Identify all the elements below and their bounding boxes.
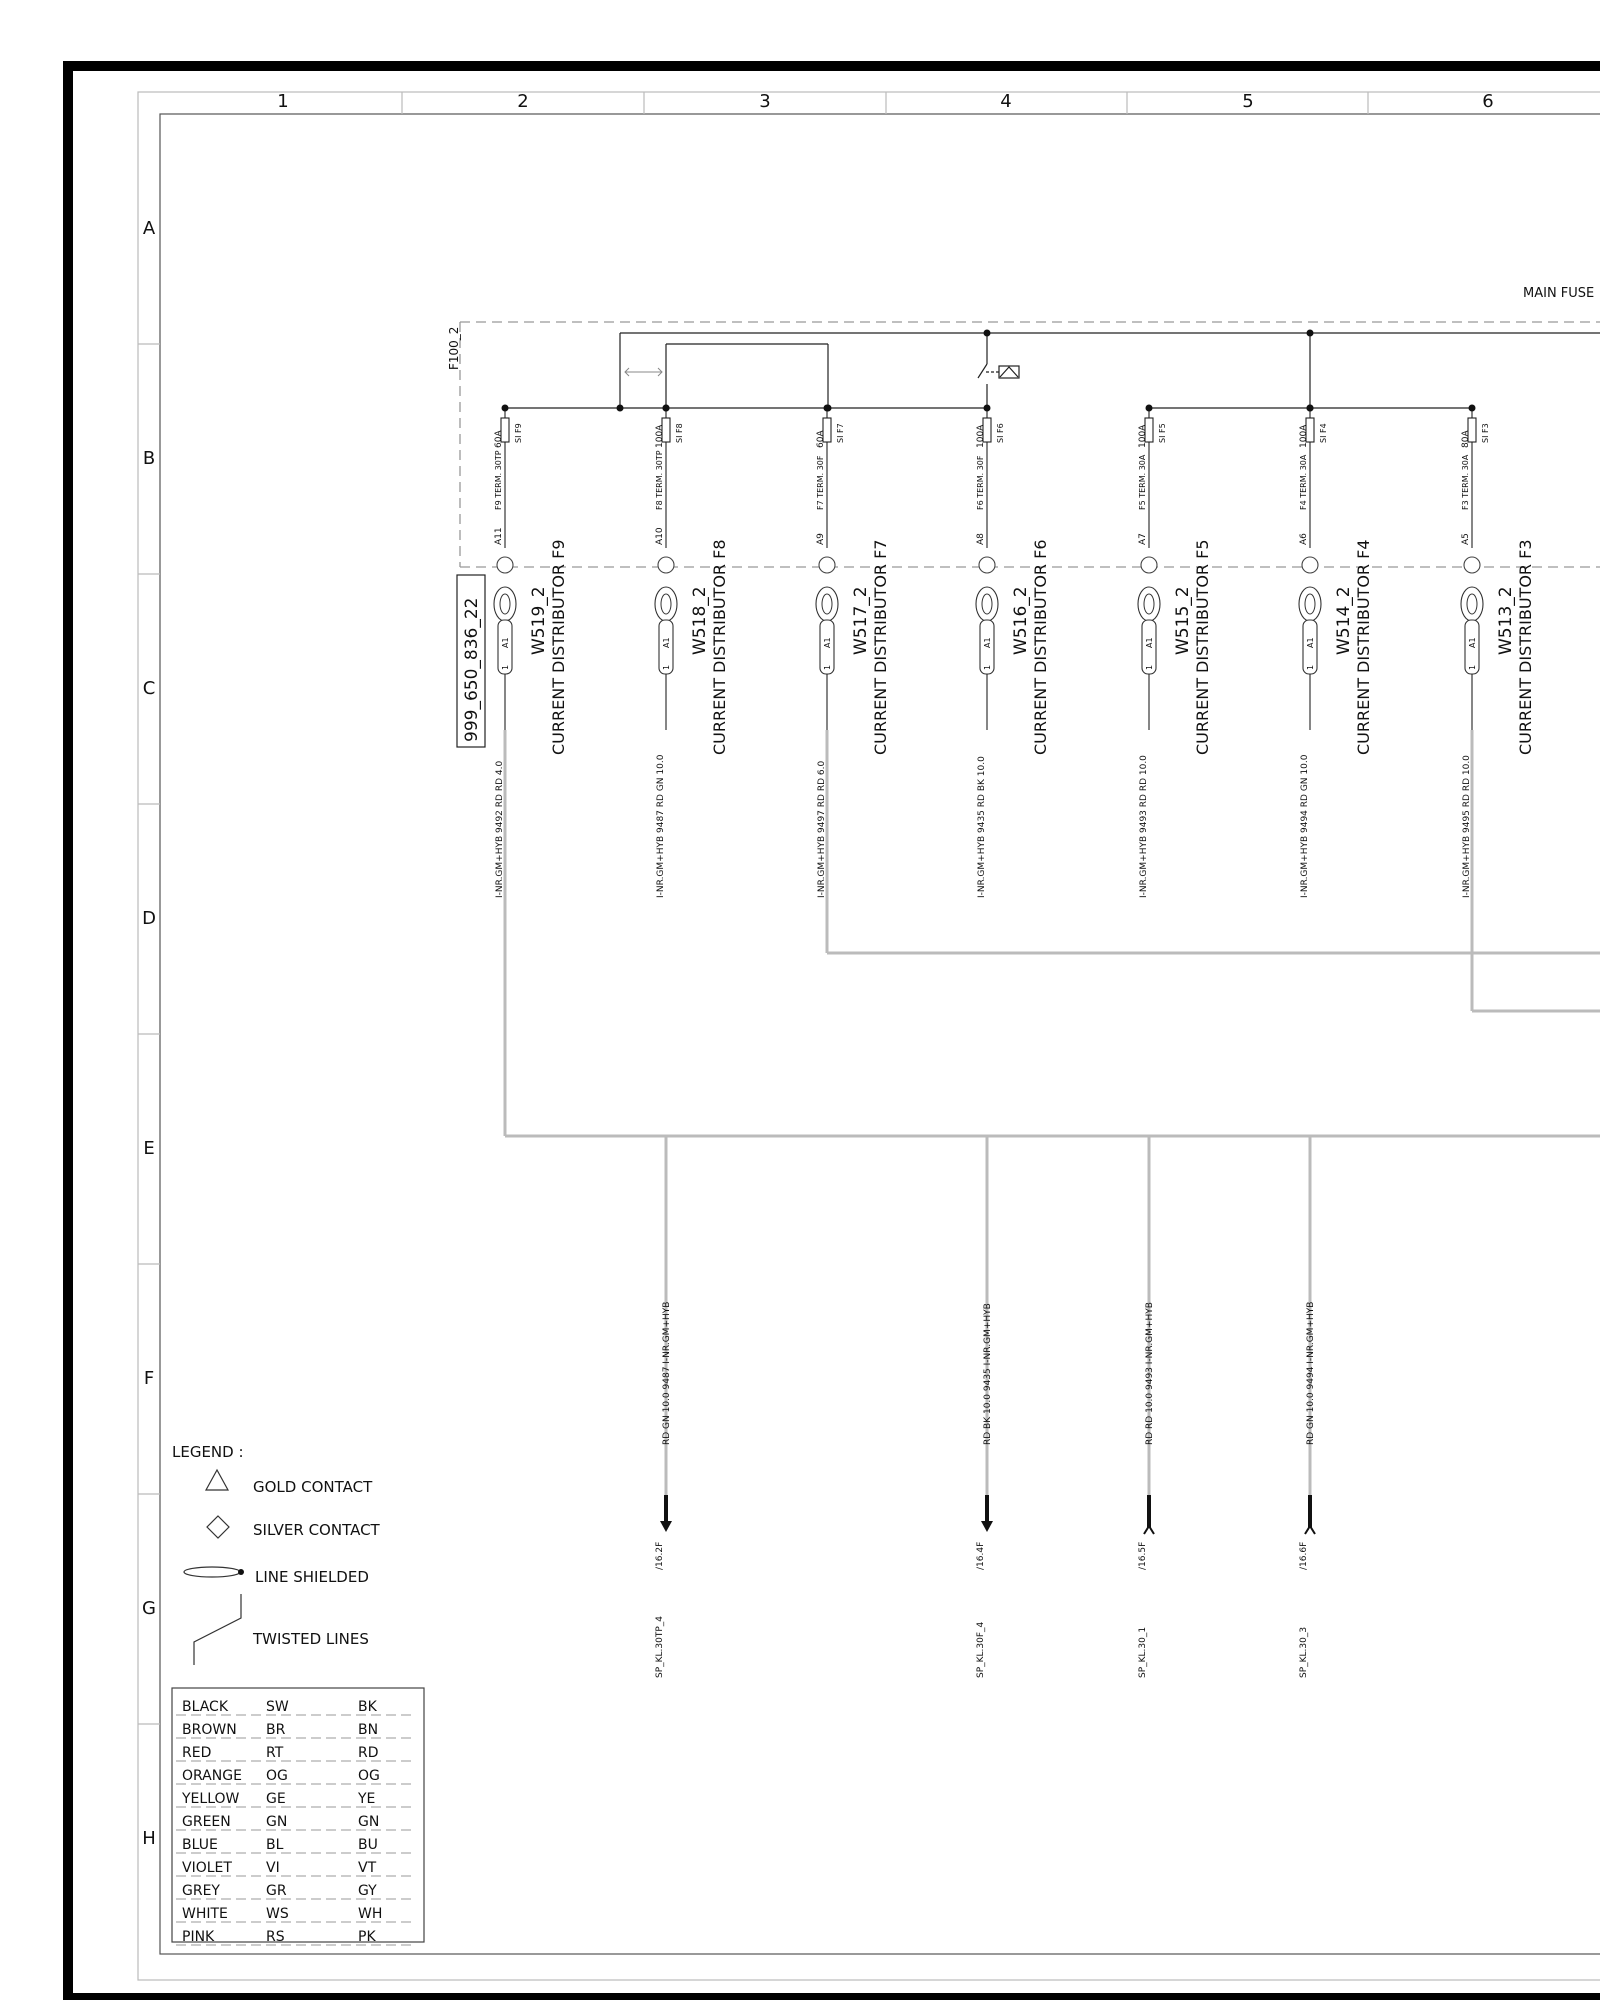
lower-wire-spec: RD RD 10.0 9493 I-NR.GM+HYB [1145,1302,1155,1445]
row-label-C: C [142,678,156,699]
color-table-cell: VT [358,1860,377,1876]
wire-spec: I-NR.GM+HYB 9497 RD RD 6.0 [817,760,827,898]
cross-reference: /16.4F [976,1541,986,1570]
distribution-wiring [505,730,1600,1136]
col-label-1: 1 [277,91,289,112]
fuse-column [1299,405,1373,899]
lower-wire-spec: RD GN 10.0 9487 I-NR.GM+HYB [662,1301,672,1445]
fuse-id: SI F5 [1158,423,1167,443]
color-table-row [176,1722,416,1738]
drawing-frame [160,114,1600,1954]
color-table-row [176,1745,416,1761]
pin-label: A10 [655,527,665,545]
column-dividers [402,92,1368,114]
lower-wire-spec: RD GN 10.0 9494 I-NR.GM+HYB [1306,1301,1316,1445]
fuse-columns [494,405,1535,899]
terminal-pin-label: 1 [662,664,671,670]
legend-twisted: TWISTED LINES [253,1630,369,1648]
terminal-pin-label: 1 [501,664,510,670]
legend-gold: GOLD CONTACT [253,1478,373,1496]
color-table-cell: BL [266,1837,284,1853]
distributor-label: CURRENT DISTRIBUTOR F4 [1354,539,1373,755]
distributor-label: CURRENT DISTRIBUTOR F5 [1193,539,1212,755]
cross-reference: /16.2F [655,1541,665,1570]
color-table-cell: YE [358,1791,376,1807]
terminal-label: F3 TERM. 30A [1461,454,1470,510]
fuse-id: SI F6 [996,423,1005,443]
terminal-pin-label: 1 [983,664,992,670]
col-label-6: 6 [1482,91,1494,112]
terminal-label: F9 TERM. 30TP [494,450,503,510]
color-table-row [176,1906,416,1922]
ring-terminal [1138,587,1160,621]
gold-contact-icon [206,1470,228,1490]
row-label-G: G [142,1598,156,1619]
ring-terminal [816,587,838,621]
legend-shielded: LINE SHIELDED [255,1568,369,1586]
fuse-column [976,405,1050,899]
color-table-cell: GR [266,1883,287,1899]
outer-frame [68,66,1600,1998]
terminal-conn-label: A1 [1468,637,1477,648]
terminal-label: F4 TERM. 30A [1299,454,1308,510]
bus-wiring [505,333,1600,408]
fuse-column [1138,405,1212,899]
fuse-id: SI F4 [1319,423,1328,443]
terminal-pin-label: 1 [823,664,832,670]
legend-silver: SILVER CONTACT [253,1521,380,1539]
pin-label: A6 [1299,533,1309,545]
wire-spec: I-NR.GM+HYB 9494 RD GN 10.0 [1300,754,1310,898]
pin-label: A11 [494,527,504,545]
pin-circle [819,557,835,573]
fuse-rating: 80A [1461,430,1471,448]
color-table-cell: ORANGE [182,1768,242,1784]
ring-terminal [1461,587,1483,621]
color-table-cell: PK [358,1929,376,1945]
distributor-label: CURRENT DISTRIBUTOR F3 [1516,539,1535,755]
color-table-cell: RT [266,1745,284,1761]
terminal-conn-label: A1 [1306,637,1315,648]
wire-spec: I-NR.GM+HYB 9493 RD RD 10.0 [1139,755,1149,898]
color-table-cell: GY [358,1883,377,1899]
color-table-cell: PINK [182,1929,215,1945]
terminal-label: F5 TERM. 30A [1138,454,1147,510]
terminal-conn-label: A1 [1145,637,1154,648]
pin-label: A8 [976,533,986,545]
splice-name: SP_KL.30TP_4 [655,1615,665,1678]
terminal-label: F6 TERM. 30F [976,455,985,510]
fuse-rating: 100A [655,424,665,448]
fuse-id: SI F7 [836,423,845,443]
color-table-cell: BR [266,1722,286,1738]
lower-wire-columns [655,1136,1316,1678]
color-table [176,1699,416,1945]
legend-title: LEGEND : [172,1443,244,1461]
distributor-label: CURRENT DISTRIBUTOR F7 [871,539,890,755]
splice-name: SP_KL.30F_4 [976,1621,986,1678]
cross-reference: /16.6F [1299,1541,1309,1570]
color-table-cell: RED [182,1745,212,1761]
color-table-cell: GN [358,1814,380,1830]
wire-spec: I-NR.GM+HYB 9487 RD GN 10.0 [656,754,666,898]
color-table-row [176,1883,416,1899]
row-label-E: E [143,1138,155,1159]
color-table-cell: SW [266,1699,289,1715]
wire-id: W513_2 [1496,586,1516,655]
cross-reference: /16.5F [1138,1541,1148,1570]
color-table-cell: BLACK [182,1699,229,1715]
terminal-label: F7 TERM. 30F [816,455,825,510]
arrow-down-icon [660,1521,672,1532]
ring-terminal [494,587,516,621]
row-label-H: H [142,1828,156,1849]
ring-terminal [655,587,677,621]
terminal-conn-label: A1 [983,637,992,648]
wire-spec: I-NR.GM+HYB 9495 RD RD 10.0 [1462,755,1472,898]
color-table-cell: GREEN [182,1814,231,1830]
color-table-cell: GREY [182,1883,220,1899]
col-label-5: 5 [1242,91,1254,112]
terminal-pin-label: 1 [1468,664,1477,670]
distributor-label: CURRENT DISTRIBUTOR F6 [1031,539,1050,755]
color-table-row [176,1837,416,1853]
wire-id: W518_2 [690,586,710,655]
color-table-row [176,1791,416,1807]
terminal-pin-label: 1 [1145,664,1154,670]
fuse-rating: 60A [816,430,826,448]
color-table-cell: BU [358,1837,378,1853]
lower-wire-spec: RD BK 10.0 9435 I-NR.GM+HYB [983,1303,993,1445]
ring-terminal [976,587,998,621]
junction-dots [617,330,1314,412]
color-table-row [176,1860,416,1876]
color-table-cell: VIOLET [182,1860,232,1876]
lower-wire [1299,1136,1316,1678]
pin-circle [658,557,674,573]
wire-id: W517_2 [851,586,871,655]
color-table-cell: BROWN [182,1722,237,1738]
shielded-line-icon [184,1567,240,1577]
fuse-id: SI F3 [1481,423,1490,443]
col-label-2: 2 [517,91,529,112]
pin-circle [1141,557,1157,573]
arrow-down-icon [981,1521,993,1532]
color-table-cell: RD [358,1745,379,1761]
fuse-column [655,405,729,899]
color-table-cell: GE [266,1791,286,1807]
mechanical-link [625,368,662,376]
wire-id: W515_2 [1173,586,1193,655]
color-table-row [176,1768,416,1784]
color-table-cell: YELLOW [182,1791,240,1807]
color-table-cell: WS [266,1906,289,1922]
color-table-cell: GN [266,1814,288,1830]
row-dividers [138,344,160,1724]
pin-label: A9 [816,533,826,545]
wire-spec: I-NR.GM+HYB 9435 RD BK 10.0 [977,756,987,898]
color-table-cell: BN [358,1722,379,1738]
twisted-lines-icon [194,1594,241,1665]
distributor-label: CURRENT DISTRIBUTOR F9 [549,539,568,755]
color-table-cell: WH [358,1906,383,1922]
pin-circle [979,557,995,573]
main-fuse-label: MAIN FUSE [1523,286,1595,301]
distributor-label: CURRENT DISTRIBUTOR F8 [710,539,729,755]
fuse-rating: 100A [1299,424,1309,448]
color-table-cell: BK [358,1699,377,1715]
color-table-cell: WHITE [182,1906,228,1922]
zone-frame [138,92,1600,1980]
row-label-A: A [142,218,156,239]
terminal-label: F8 TERM. 30TP [655,450,664,510]
fuse-rating: 60A [494,430,504,448]
color-table-cell: OG [266,1768,288,1784]
splice-name: SP_KL.30_1 [1138,1626,1148,1678]
row-label-F: F [143,1368,155,1389]
splice-name: SP_KL.30_3 [1299,1626,1309,1678]
fuse-id: SI F8 [675,423,684,443]
wire-id: W516_2 [1011,586,1031,655]
fuse-id: SI F9 [514,423,523,443]
pin-label: A5 [1461,533,1471,545]
part-number: 999_650_836_22 [462,597,482,742]
legend [172,1443,381,1665]
wire-id: W514_2 [1334,586,1354,655]
color-table-cell: VI [266,1860,280,1876]
color-table-row [176,1814,416,1830]
lower-wire [1138,1136,1155,1678]
pin-circle [1464,557,1480,573]
fuse-rating: 100A [976,424,986,448]
terminal-pin-label: 1 [1306,664,1315,670]
color-table-cell: BLUE [182,1837,218,1853]
col-label-4: 4 [1000,91,1012,112]
pin-label: A7 [1138,533,1148,545]
terminal-conn-label: A1 [662,637,671,648]
terminal-conn-label: A1 [501,637,510,648]
lower-wire [976,1136,993,1678]
fuse-rating: 100A [1138,424,1148,448]
pin-circle [497,557,513,573]
color-table-cell: RS [266,1929,285,1945]
wire-id: W519_2 [529,586,549,655]
fuse-box-label: F100_2 [447,326,461,370]
row-label-B: B [142,448,156,469]
fuse-box-outline [460,322,1600,567]
ring-terminal [1299,587,1321,621]
row-label-D: D [142,908,156,929]
color-table-cell: OG [358,1768,380,1784]
arrow-up-icon [1144,1526,1154,1534]
color-table-row [176,1699,416,1715]
arrow-up-icon [1305,1526,1315,1534]
pin-circle [1302,557,1318,573]
silver-contact-icon [207,1516,229,1538]
col-label-3: 3 [759,91,771,112]
lower-wire [655,1136,672,1678]
wire-spec: I-NR.GM+HYB 9492 RD RD 4.0 [495,760,505,898]
terminal-conn-label: A1 [823,637,832,648]
